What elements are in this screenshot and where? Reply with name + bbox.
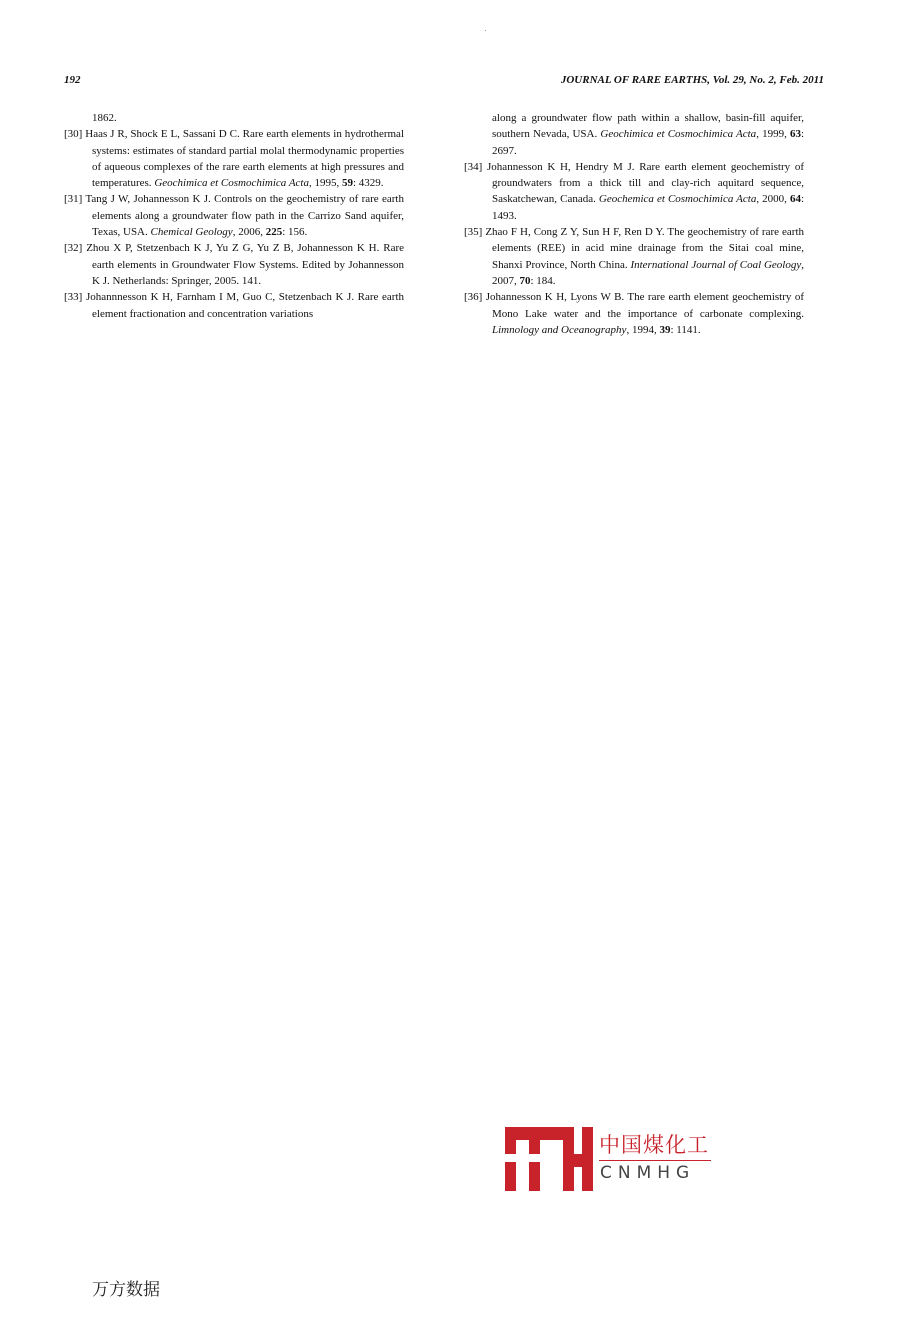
reference-32: [32] Zhou X P, Stetzenbach K J, Yu Z G, Yu Z B, Johannesson K H. Rare earth elements in Groundwater Flow Systems. Edited by Johannesson K J. Netherlands: Springer, 2005. 141.: [64, 242, 404, 287]
logo-english-text: CNMHG: [600, 1163, 696, 1183]
reference-continuation: 1862.: [92, 112, 117, 124]
reference-35: [35] Zhao F H, Cong Z Y, Sun H F, Ren D Y. The geochemistry of rare earth elements (REE) in acid mine drainage from the Sitai coal mine, Shanxi Province, North China. International Journal of Coal Geology, 2007, 70: 184.: [464, 226, 804, 287]
references-left-column: [64, 110, 404, 322]
reference-36: [36] Johannesson K H, Lyons W B. The rare earth element geochemistry of Mono Lake water and the importance of carbonate complexing. Limnology and Oceanography, 1994, 39: 1141.: [464, 291, 804, 336]
scan-speck: [485, 30, 486, 31]
page-number: 192: [64, 74, 81, 86]
mh-logo-icon: [505, 1127, 593, 1191]
running-head: JOURNAL OF RARE EARTHS, Vol. 29, No. 2, Feb. 2011: [560, 74, 824, 86]
reference-31: [31] Tang J W, Johannesson K J. Controls on the geochemistry of rare earth elements along a groundwater flow path in the Carrizo Sand aquifer, Texas, USA. Chemical Geology, 2006, 225: 156.: [64, 193, 404, 239]
reference-34: [34] Johannesson K H, Hendry M J. Rare earth element geochemistry of groundwaters from a thick till and clay-rich aquitard sequence, Saskatchewan, Canada. Geochemica et Cosmochimica Acta, 2000, 64: 1493.: [464, 160, 805, 222]
cnmhg-logo: [505, 1127, 715, 1191]
references-right-column: [464, 110, 804, 338]
reference-33: [33] Johannnesson K H, Farnham I M, Guo C, Stetzenbach K J. Rare earth element fractionation and concentration variations: [64, 291, 405, 320]
footer-watermark: 万方数据: [92, 1280, 160, 1300]
logo-divider: [599, 1160, 711, 1161]
logo-chinese-text: 中国煤化工: [599, 1133, 709, 1157]
reference-33-continued: along a groundwater flow path within a shallow, basin-fill aquifer, southern Nevada, USA. Geochimica et Cosmochimica Acta, 1999, 63: 2697.: [492, 112, 805, 157]
reference-30: [30] Haas J R, Shock E L, Sassani D C. Rare earth elements in hydrothermal systems: estimates of standard partial molal thermodynamic properties of aqueous complexes of the rare earth elements at high pressures and temperatures. Geochimica et Cosmochimica Acta, 1995, 59: 4329.: [64, 128, 405, 190]
